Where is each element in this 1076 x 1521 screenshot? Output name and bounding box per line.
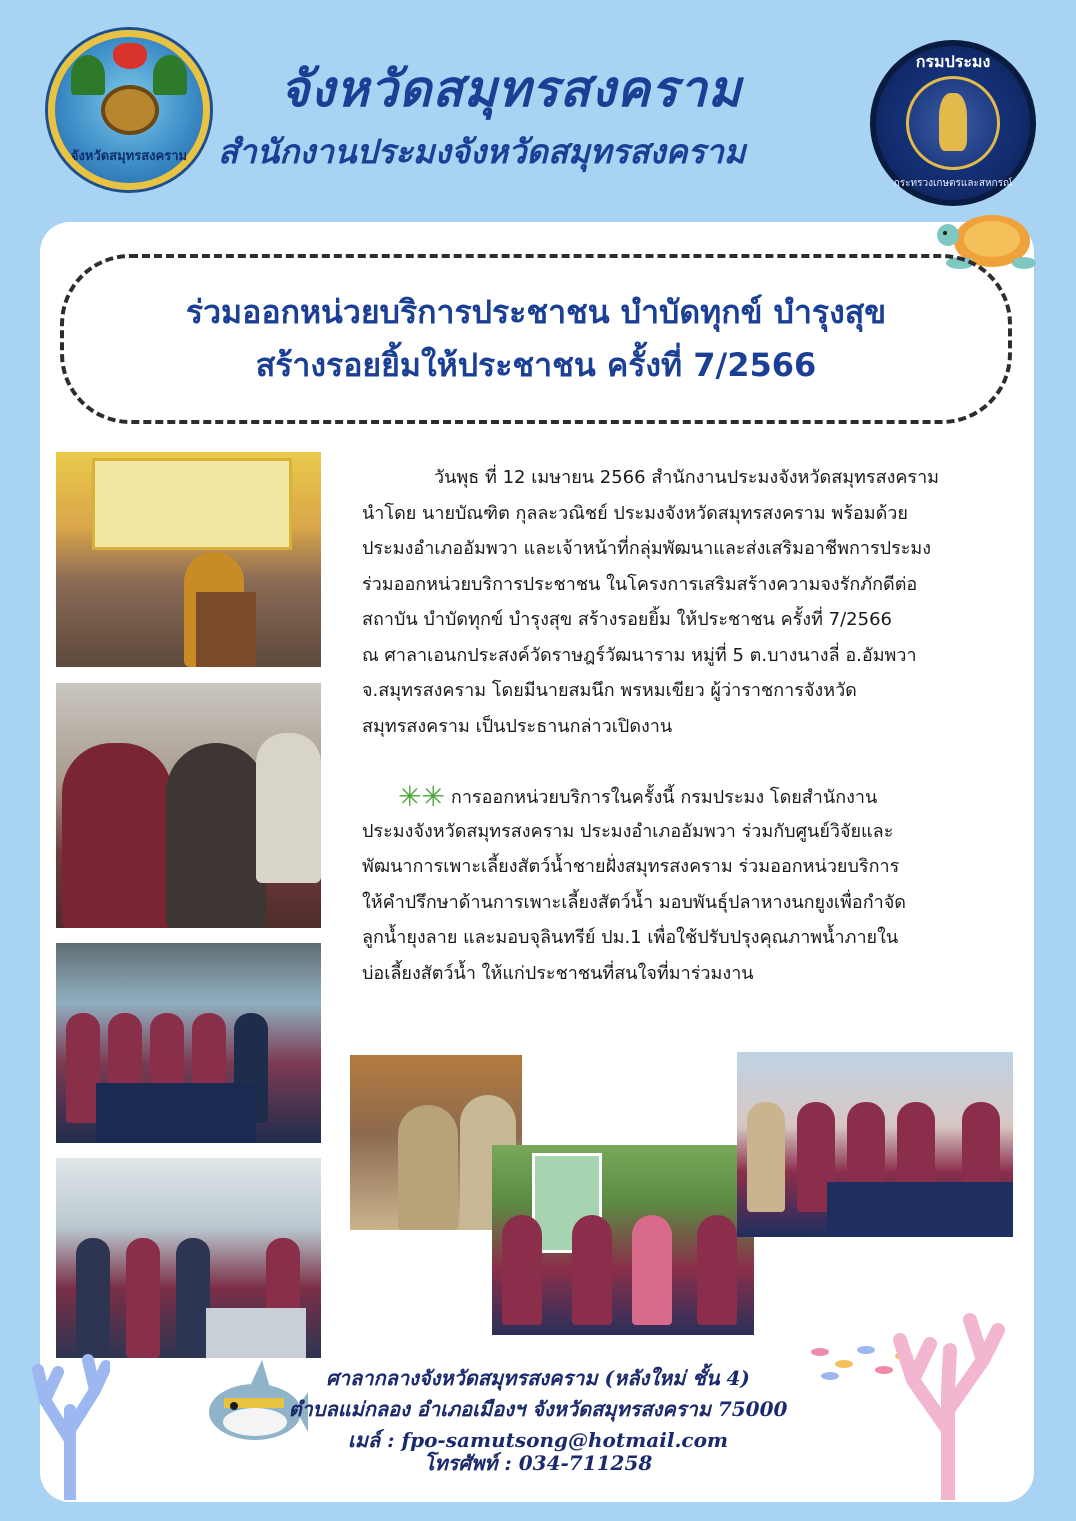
text-line: ให้คำปรึกษาด้านการเพาะเลี้ยงสัตว์น้ำ มอบพันธุ์ปลาหางนกยูงเพื่อกำจัด	[362, 891, 906, 913]
paragraph-event-details	[362, 462, 1012, 746]
province-seal-logo	[48, 30, 210, 190]
text-line: ประมงอำเภออัมพวา และเจ้าหน้าที่กลุ่มพัฒนาและส่งเสริมอาชีพการประมง	[362, 538, 932, 559]
sparkle-bullet-icon: ✳✳	[398, 780, 445, 813]
office-title: สำนักงานประมงจังหวัดสมุทรสงคราม	[218, 132, 746, 171]
text-line: ประมงจังหวัดสมุทรสงคราม ประมงอำเภออัมพวา ร่วมกับศูนย์วิจัยและ	[362, 820, 894, 842]
photo-officials-with-residents	[56, 683, 321, 928]
text-line: ✳✳ การออกหน่วยบริการในครั้งนี้ กรมประมง โดยสำนักงาน	[398, 780, 878, 813]
photo-fish-distribution	[56, 1158, 321, 1358]
photo-staff-at-booth	[56, 943, 321, 1143]
text-line: จ.สมุทรสงคราม โดยมีนายสมนึก พรหมเขียว ผู้ว่าราชการจังหวัด	[362, 680, 857, 701]
text-line: วันพุธ ที่ 12 เมษายน 2566 สำนักงานประมงจังหวัดสมุทรสงคราม	[434, 467, 940, 488]
palm-tree-icon	[153, 55, 187, 95]
coral-icon	[30, 1350, 110, 1500]
text-line: สมุทรสงคราม เป็นประธานกล่าวเปิดงาน	[362, 715, 673, 737]
province-title: จังหวัดสมุทรสงคราม	[280, 60, 742, 118]
footer-phone: โทรศัพท์ : 034-711258	[423, 1451, 653, 1475]
paragraph-services	[362, 780, 1012, 993]
fisheries-logo-top-text: กรมประมง	[915, 52, 991, 71]
deity-emblem-icon	[906, 76, 1000, 170]
photo-service-desk	[492, 1145, 754, 1335]
text-line: นำโดย นายบัณฑิต กุลละวณิชย์ ประมงจังหวัดสมุทรสงคราม พร้อมด้วย	[362, 502, 908, 524]
text-line: ร่วมออกหน่วยบริการประชาชน ในโครงการเสริมสร้างความจงรักภักดีต่อ	[362, 573, 918, 595]
text-line: สถาบัน บำบัดทุกข์ บำรุงสุข สร้างรอยยิ้ม ให้ประชาชน ครั้งที่ 7/2566	[362, 609, 892, 630]
event-banner	[92, 458, 292, 550]
text-line: ณ ศาลาเอนกประสงค์วัดราษฎร์วัฒนาราม หมู่ที่ 5 ต.บางนางลี่ อ.อัมพวา	[362, 644, 917, 666]
department-of-fisheries-logo	[870, 40, 1036, 206]
text-line: ลูกน้ำยุงลาย และมอบจุลินทรีย์ ปม.1 เพื่อใช้ปรับปรุงคุณภาพน้ำภายใน	[362, 927, 899, 948]
drum-icon	[101, 85, 159, 135]
coral-icon	[878, 1300, 1008, 1500]
fisheries-logo-bottom-text: กระทรวงเกษตรและสหกรณ์	[893, 178, 1013, 189]
headline-line-2: สร้างรอยยิ้มให้ประชาชน ครั้งที่ 7/2566	[255, 346, 817, 384]
headline-line-1: ร่วมออกหน่วยบริการประชาชน บำบัดทุกข์ บำรุงสุข	[185, 293, 887, 331]
province-seal-text: จังหวัดสมุทรสงคราม	[70, 149, 188, 164]
photo-ceremony-speech	[56, 452, 321, 667]
palm-tree-icon	[71, 55, 105, 95]
footer-email: เมล์ : fpo-samutsong@hotmail.com	[347, 1428, 729, 1452]
headline-frame	[60, 254, 1012, 424]
garuda-icon	[113, 43, 147, 69]
photo-registration-table	[737, 1052, 1013, 1237]
footer-address-line-1: ศาลากลางจังหวัดสมุทรสงคราม (หลังใหม่ ชั้น 4)	[326, 1366, 750, 1390]
text-line: พัฒนาการเพาะเลี้ยงสัตว์น้ำชายฝั่งสมุทรสงคราม ร่วมออกหน่วยบริการ	[362, 856, 900, 877]
text-line: บ่อเลี้ยงสัตว์น้ำ ให้แก่ประชาชนที่สนใจที่มาร่วมงาน	[362, 962, 754, 984]
footer-address-line-2: ตำบลแม่กลอง อำเภอเมืองฯ จังหวัดสมุทรสงคราม 75000	[288, 1397, 788, 1421]
